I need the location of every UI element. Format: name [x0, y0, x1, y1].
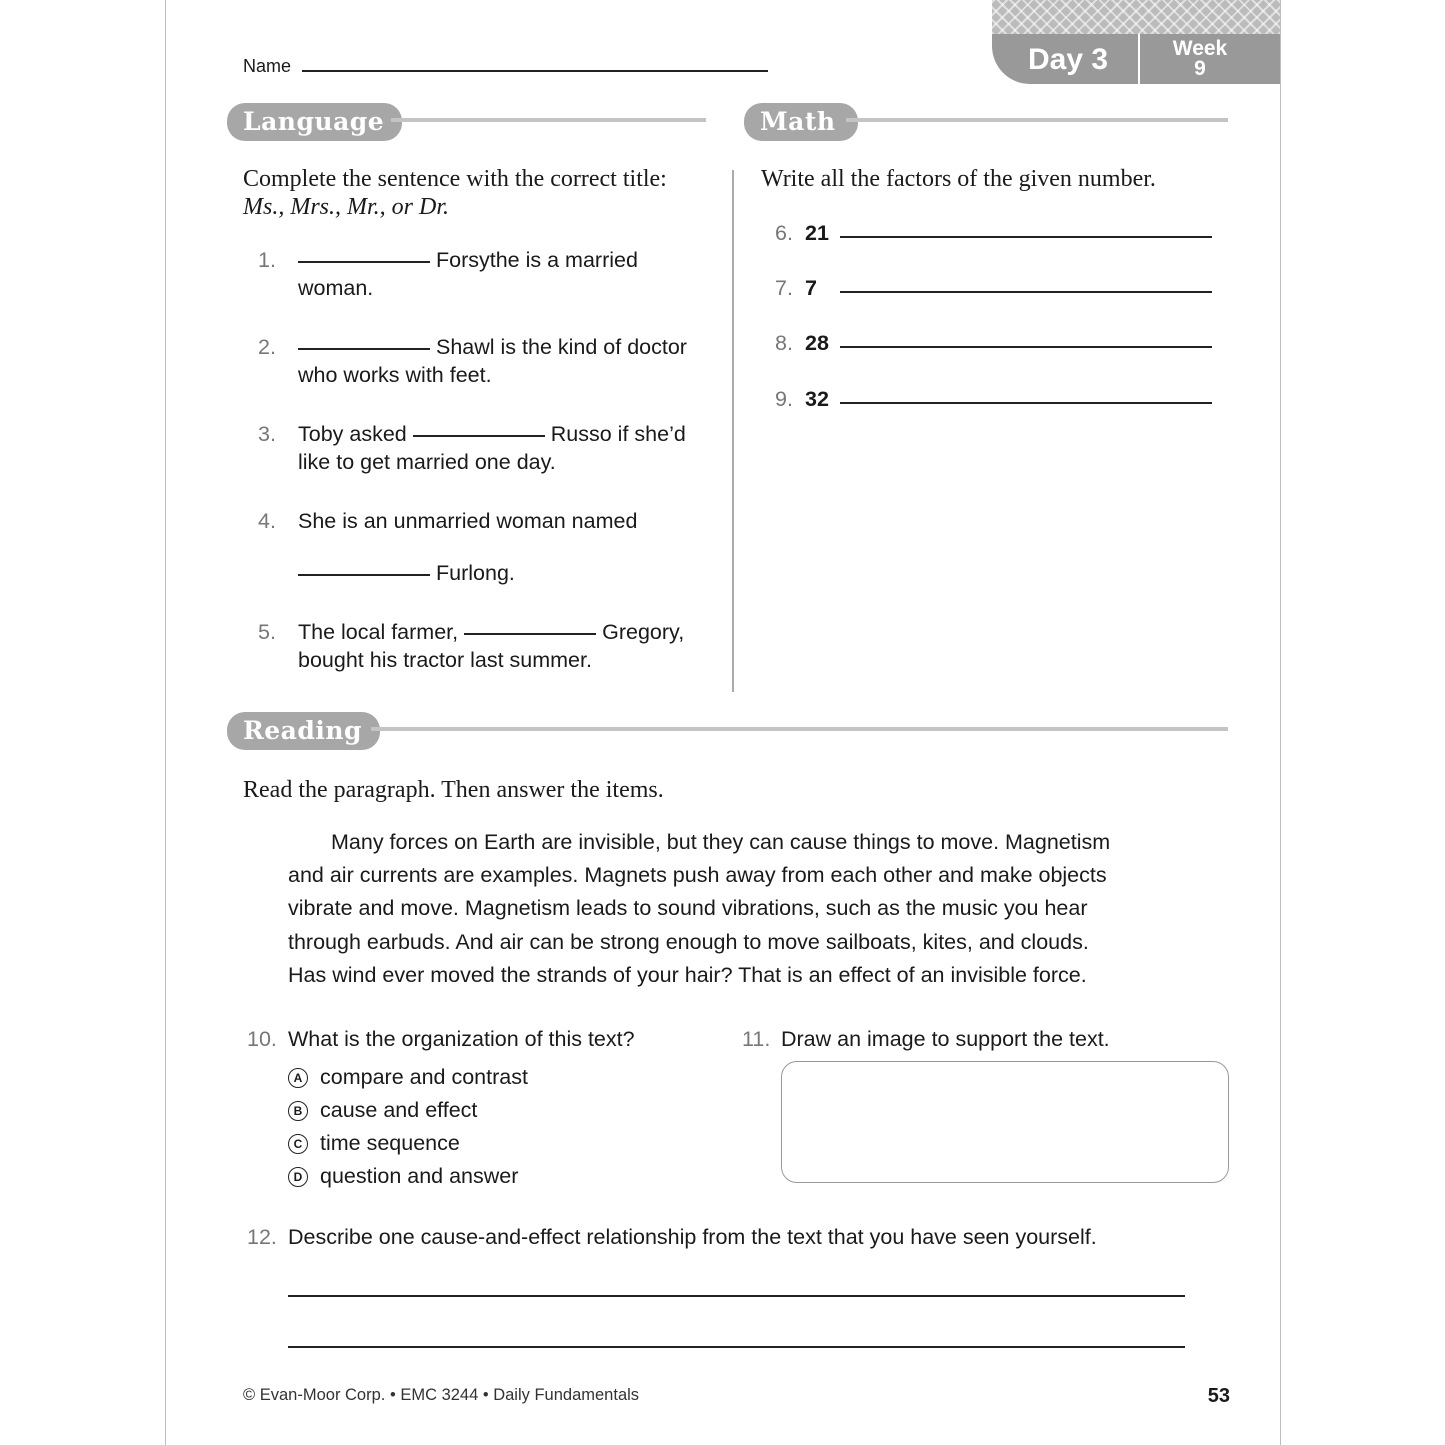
page-number: 53	[1207, 1385, 1230, 1407]
footer-credit: © Evan-Moor Corp. • EMC 3244 • Daily Fundamentals	[243, 1386, 640, 1404]
answer-line[interactable]	[840, 291, 1212, 293]
tab-divider	[1138, 34, 1140, 84]
answer-line[interactable]	[288, 1346, 1185, 1348]
language-instruction: Complete the sentence with the correct title: Ms., Mrs., Mr., or Dr.	[243, 166, 667, 220]
drawing-box[interactable]	[781, 1061, 1229, 1183]
answer-line[interactable]	[288, 1295, 1185, 1297]
answer-blank[interactable]	[298, 260, 430, 263]
answer-line[interactable]	[840, 236, 1212, 238]
option-a[interactable]: A compare and contrast	[288, 1063, 528, 1091]
answer-blank[interactable]	[298, 573, 430, 576]
math-section-title: Math	[744, 103, 858, 141]
week-label: Week	[1172, 37, 1228, 60]
answer-line[interactable]	[840, 346, 1212, 348]
column-divider	[732, 170, 734, 692]
answer-blank[interactable]	[298, 347, 430, 350]
option-c[interactable]: C time sequence	[288, 1129, 460, 1157]
option-b[interactable]: B cause and effect	[288, 1096, 477, 1124]
worksheet-page: Day 3 Week 9 Name Language Complete the sentence with the correct title: Ms., Mrs., Mr., or Dr. 1. Forsythe is a married woman. 2. Shawl is the kind of doctor who works with feet. 3. Toby asked Russo if she’d like to get married one day. 4. She is an unmarried woman named Furlong. 5. The local farmer, Gregory, bought his tractor last summer. Math Write all the factors of the given number. 6. 21 7. 7 8. 28 9. 32 Reading Read the paragraph. Then answer the items. Many forces on Earth are invisible, but they can cause things to move. Magnetism and air currents are examples. Magnets push away from each other and make objects vibrate and move. Magnetism leads to sound vibrations, such as the music you hear through earbuds. And air can be strong enough to move sailboats, kites, and clouds. Has wind ever moved the strands of your hair? That is an effect of an invisible force. 10. What is the organization of this text? A compare and contrast B cause and effect C time sequence D question and answer 11. Draw an image to support the text. 12. Describe one cause-and-effect relationship from the text that you have seen yourself. © Evan-Moor Corp. • EMC 3244 • Daily Fundamentals 53	[165, 0, 1281, 1445]
bubble-icon[interactable]: C	[288, 1134, 308, 1154]
bubble-icon[interactable]: A	[288, 1068, 308, 1088]
math-header-rule	[846, 118, 1228, 122]
week-number: 9	[1194, 57, 1206, 80]
answer-blank[interactable]	[464, 632, 596, 635]
tab-pattern-strip	[992, 0, 1280, 34]
reading-section-title: Reading	[227, 712, 380, 750]
language-section-title: Language	[227, 103, 402, 141]
reading-instruction: Read the paragraph. Then answer the items.	[243, 777, 664, 803]
language-header-rule	[391, 118, 706, 122]
name-label: Name	[243, 56, 292, 76]
answer-blank[interactable]	[413, 434, 545, 437]
math-instruction: Write all the factors of the given number.	[761, 166, 1156, 192]
bubble-icon[interactable]: D	[288, 1167, 308, 1187]
reading-paragraph: Many forces on Earth are invisible, but they can cause things to move. Magnetism and air currents are examples. Magnets push away from each other and make objects vibrate and move. Magnetism leads to sound vibrations, such as the music you hear through earbuds. And air can be strong enough to move sailboats, kites, and clouds. Has wind ever moved the strands of your hair? That is an effect of an invisible force.	[288, 830, 1111, 987]
answer-line[interactable]	[840, 402, 1212, 404]
reading-header-rule	[371, 727, 1228, 731]
day-label: Day 3	[1028, 43, 1109, 76]
day-week-tab	[992, 0, 1280, 84]
name-field[interactable]	[302, 70, 768, 72]
option-d[interactable]: D question and answer	[288, 1162, 518, 1190]
bubble-icon[interactable]: B	[288, 1101, 308, 1121]
